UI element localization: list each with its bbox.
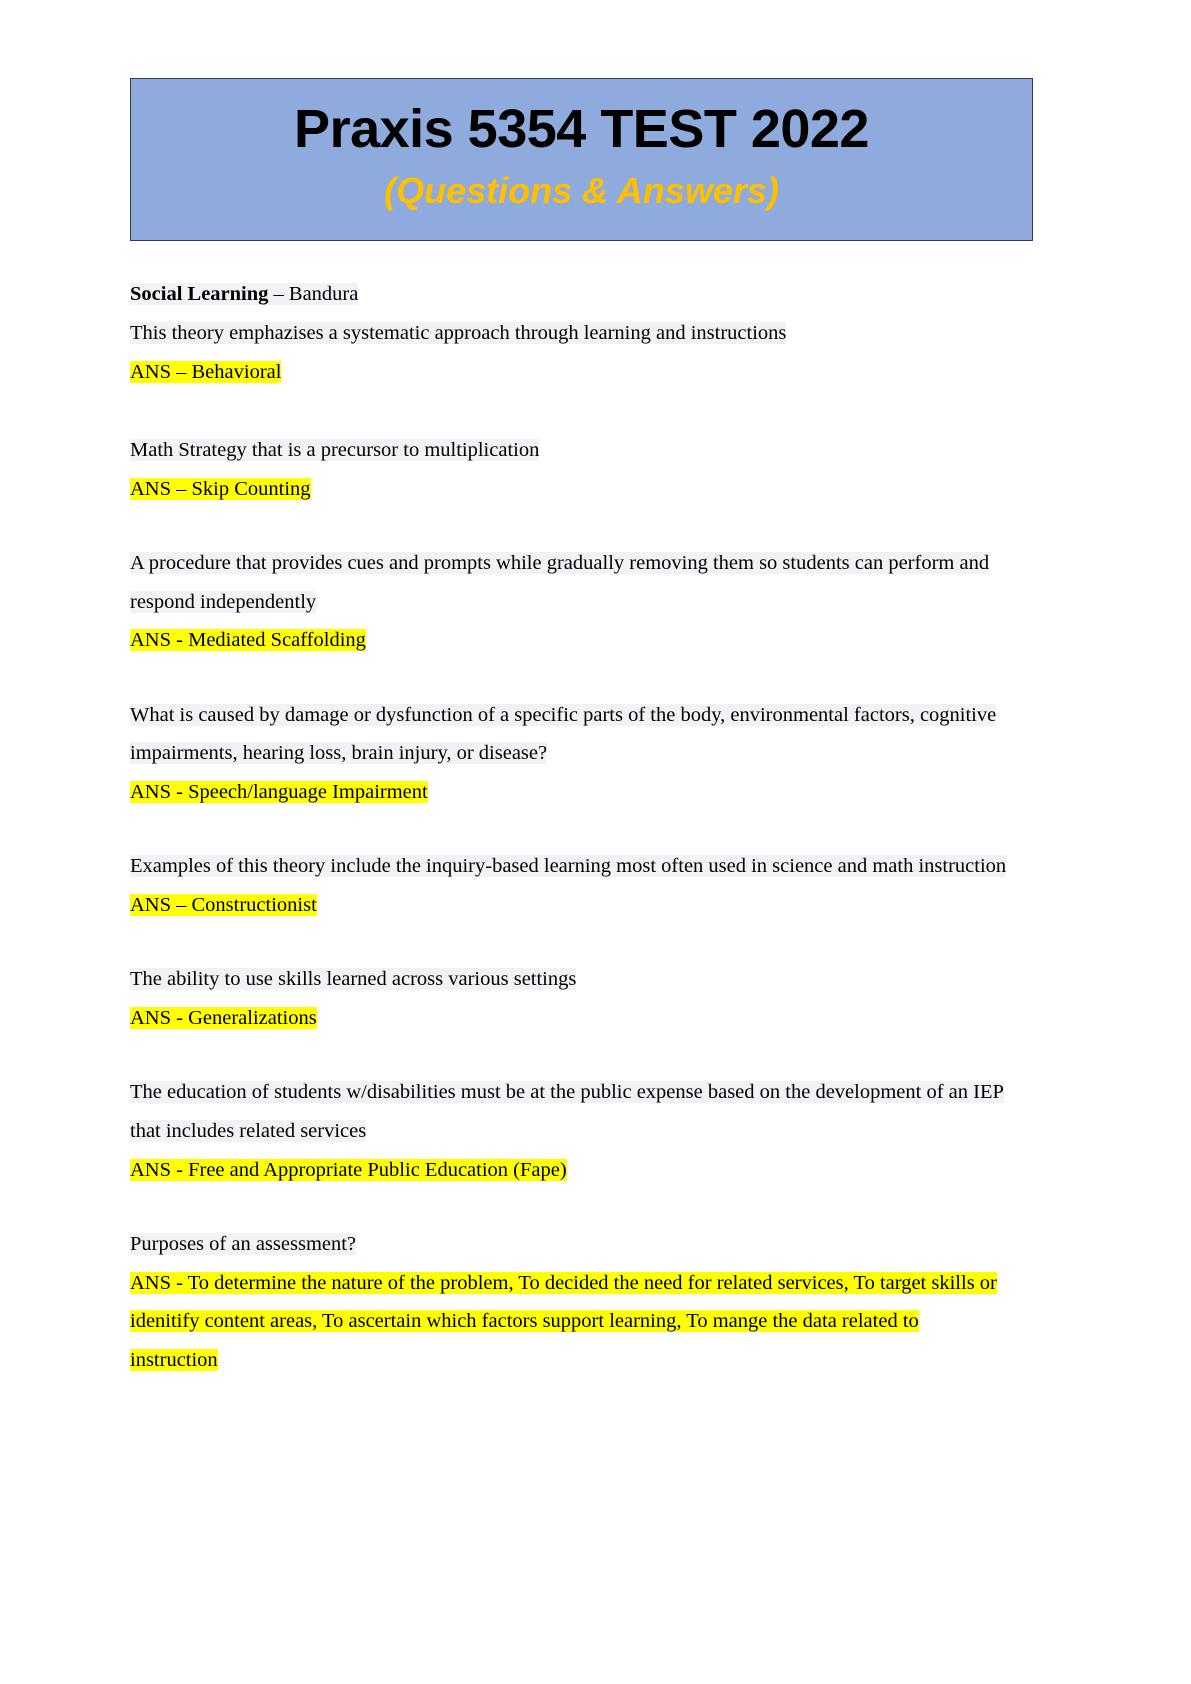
qa-question bbox=[130, 960, 1010, 999]
qa-item bbox=[130, 847, 1010, 924]
page-title: Praxis 5354 TEST 2022 bbox=[294, 99, 869, 159]
qa-answer bbox=[130, 886, 1010, 925]
qa-question bbox=[130, 544, 1010, 621]
qa-question bbox=[130, 431, 1010, 470]
qa-question-text: Purposes of an assessment? bbox=[130, 1233, 357, 1256]
qa-content bbox=[130, 275, 1010, 1379]
qa-answer-text: ANS - Mediated Scaffolding bbox=[130, 629, 366, 652]
qa-answer-text: ANS - Generalizations bbox=[130, 1006, 317, 1029]
qa-answer-text: ANS - Free and Appropriate Public Education (Fape) bbox=[130, 1158, 567, 1181]
qa-item bbox=[130, 696, 1010, 812]
qa-question-text: Examples of this theory include the inquiry-based learning most often used in science and math instruction bbox=[130, 855, 1007, 878]
qa-answer bbox=[130, 470, 1010, 509]
qa-answer-text: ANS - Speech/language Impairment bbox=[130, 780, 428, 803]
qa-question-text: The education of students w/disabilities must be at the public expense based on the development of an IEP that includes related services bbox=[130, 1081, 1004, 1142]
qa-question-text: What is caused by damage or dysfunction of a specific parts of the body, environmental factors, cognitive impairments, hearing loss, brain injury, or disease? bbox=[130, 703, 997, 765]
qa-item bbox=[130, 275, 1010, 391]
qa-item bbox=[130, 544, 1010, 660]
qa-answer bbox=[130, 1151, 1010, 1190]
qa-item bbox=[130, 960, 1010, 1037]
qa-item bbox=[130, 1225, 1010, 1379]
qa-question-text: The ability to use skills learned across various settings bbox=[130, 968, 577, 991]
qa-question bbox=[130, 1073, 1010, 1150]
qa-answer bbox=[130, 999, 1010, 1038]
qa-answer bbox=[130, 773, 1010, 812]
qa-item bbox=[130, 1073, 1010, 1189]
qa-lead-rest: – Bandura bbox=[268, 283, 359, 306]
qa-question bbox=[130, 847, 1010, 886]
qa-item bbox=[130, 431, 1010, 508]
qa-answer bbox=[130, 621, 1010, 660]
qa-question bbox=[130, 696, 1010, 773]
qa-answer-text: ANS – Constructionist bbox=[130, 893, 317, 916]
qa-answer-text: ANS - To determine the nature of the problem, To decided the need for related services, To target skills or idenitify content areas, To ascertain which factors support learning, To mange the data related to instruction bbox=[130, 1271, 997, 1371]
qa-answer bbox=[130, 353, 1010, 392]
qa-question-text: Math Strategy that is a precursor to multiplication bbox=[130, 439, 540, 462]
title-banner bbox=[130, 78, 1033, 241]
qa-answer-text: ANS – Behavioral bbox=[130, 360, 282, 383]
qa-question bbox=[130, 314, 1010, 353]
qa-question-text: This theory emphazises a systematic approach through learning and instructions bbox=[130, 322, 787, 345]
qa-answer-text: ANS – Skip Counting bbox=[130, 477, 311, 500]
page-subtitle: (Questions & Answers) bbox=[384, 169, 779, 211]
qa-lead-bold: Social Learning bbox=[130, 283, 269, 306]
qa-question bbox=[130, 1225, 1010, 1264]
qa-lead bbox=[130, 275, 1010, 314]
qa-answer bbox=[130, 1264, 1010, 1380]
qa-question-text: A procedure that provides cues and prompts while gradually removing them so students can perform and respond independently bbox=[130, 552, 990, 613]
